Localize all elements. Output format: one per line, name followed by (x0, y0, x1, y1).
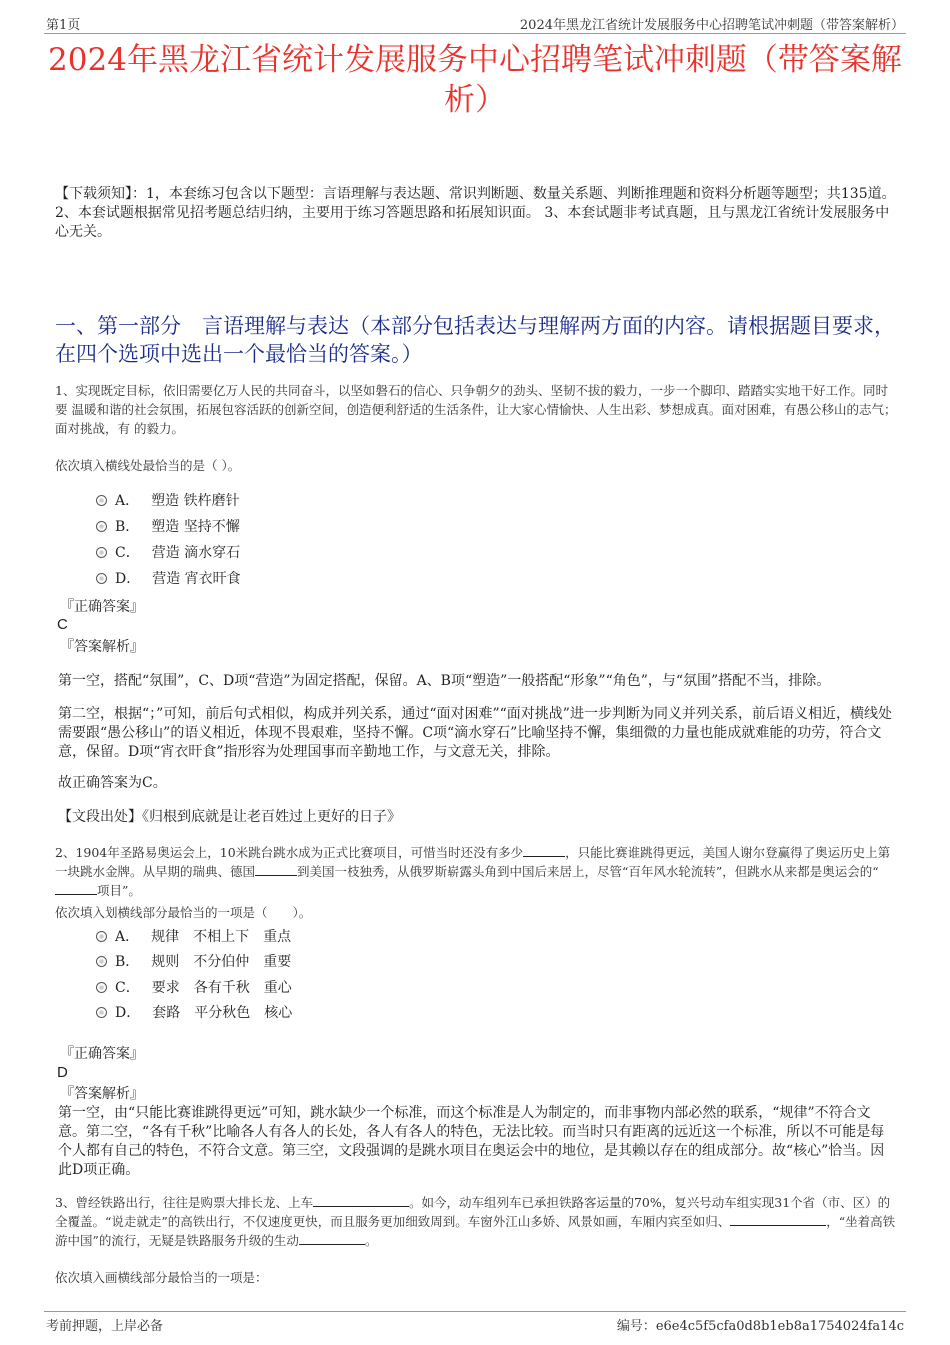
footer-rule (44, 1311, 906, 1312)
q2-option-d[interactable]: D． 套路 平分秋色 核心 (96, 1004, 292, 1022)
title-line-2: 析） (444, 82, 506, 118)
q1-option-c[interactable]: C． 营造 滴水穿石 (96, 544, 240, 562)
q2-blank-3 (55, 894, 97, 895)
q1-source-text: 《归根到底就是让老百姓过上更好的日子》 (142, 809, 401, 825)
q2-blank-2 (255, 875, 297, 876)
q3-blank-2 (730, 1225, 826, 1226)
q2-answer-label: 『正确答案』 (60, 1046, 144, 1062)
q3-blank-1 (313, 1206, 409, 1207)
q2-stem: 2、1904年圣路易奥运会上，10米跳台跳水成为正式比赛项目，可惜当时还没有多少 ，只能比赛谁跳得更远，美国人谢尔登赢得了奥运历史上第一块跳水金牌。从早期的瑞典、德国 到美国一枝独秀，从俄罗斯崭露头角到中国后来居上，尽管“百年风水轮流转”，但跳水从来都是奥运会的“项目”。 (55, 845, 891, 898)
header-doc-title: 2024年黑龙江省统计发展服务中心招聘笔试冲刺题（带答案解析） (519, 18, 904, 33)
q2-blank-1 (523, 856, 565, 857)
radio-icon[interactable] (96, 495, 107, 506)
q1-analysis-p3: 故正确答案为C。 (58, 775, 167, 791)
radio-icon[interactable] (96, 1007, 107, 1018)
q3-stem: 3、曾经铁路出行，往往是购票大排长龙、上车 。如今，动车组列车已承担铁路客运量的70%，复兴号动车组实现31个省（市、区）的全覆盖。“说走就走”的高铁出行，不仅速度更快，而且服务更加细致周到。车窗外江山多娇、风景如画，车厢内宾至如归、 ，“坐着高铁游中国”的流行，无疑是铁路服务升级的生动 。 (55, 1195, 896, 1248)
q1-prompt: 依次填入横线处最恰当的是（ ）。 (55, 458, 241, 473)
footer-doc-id: 编号：e6e4c5f5cfa0d8b1eb8a1754024fa14c (616, 1319, 904, 1334)
radio-icon[interactable] (96, 931, 107, 942)
section-title: 一、第一部分 言语理解与表达（本部分包括表达与理解两方面的内容。请根据题目要求，在四个选项中选出一个最恰当的答案。） (55, 314, 895, 366)
radio-icon[interactable] (96, 956, 107, 967)
page-number: 第1页 (46, 18, 81, 33)
notice-label: 【下载须知】 (55, 186, 132, 202)
title-line-1: 2024年黑龙江省统计发展服务中心招聘笔试冲刺题（带答案解 (48, 42, 902, 78)
q2-option-b[interactable]: B． 规则 不分伯仲 重要 (96, 953, 291, 971)
q1-analysis-label: 『答案解析』 (60, 639, 144, 655)
q2-answer: D (57, 1064, 68, 1081)
notice-text: ：1，本套练习包含以下题型：言语理解与表达题、常识判断题、数量关系题、判断推理题和资料分析题等题型；共135道。 2、本套试题根据常见招考题总结归纳，主要用于练习答题思路和拓展知识面。 3、本套试题非考试真题，且与黑龙江省统计发展服务中心无关。 (55, 186, 896, 240)
q2-option-c[interactable]: C． 要求 各有千秋 重心 (96, 979, 292, 997)
q1-answer-label: 『正确答案』 (60, 599, 144, 615)
radio-icon[interactable] (96, 982, 107, 993)
q1-option-b[interactable]: B． 塑造 坚持不懈 (96, 518, 240, 536)
q1-stem: 1、实现既定目标，依旧需要亿万人民的共同奋斗，以坚如磐石的信心、只争朝夕的劲头、坚韧不拔的毅力，一步一个脚印、踏踏实实地干好工作。同时要 温暖和谐的社会氛围，拓展包容活跃的创新空间，创造便利舒适的生活条件，让大家心情愉快、人生出彩、梦想成真。面对困难，有愚公移山的志气；面对挑战，有 的毅力。 (55, 383, 897, 436)
footer-slogan: 考前押题，上岸必备 (46, 1319, 164, 1334)
document-title (40, 40, 910, 120)
q2-prompt: 依次填入划横线部分最恰当的一项是（ ）。 (55, 905, 312, 920)
q1-analysis-p1: 第一空，搭配“氛围”，C、D项“营造”为固定搭配，保留。A、B项“塑造”一般搭配“形象”“角色”，与“氛围”搭配不当，排除。 (58, 673, 831, 689)
q2-analysis-label: 『答案解析』 (60, 1086, 144, 1102)
q3-prompt: 依次填入画横线部分最恰当的一项是： (55, 1270, 268, 1285)
q1-source (58, 808, 900, 827)
q1-analysis-p2: 第二空，根据“；”可知，前后句式相似，构成并列关系，通过“面对困难”“面对挑战”进一步判断为同义并列关系，前后语义相近，横线处需要跟“愚公移山”的语义相近，体现不畏艰难，坚持不懈。C项“滴水穿石”比喻坚持不懈，集细微的力量也能成就难能的功劳，符合文意，保留。D项“宵衣旰食”指形容为处理国事而辛勤地工作，与文意无关，排除。 (58, 706, 892, 760)
header-rule (44, 33, 906, 34)
radio-icon[interactable] (96, 573, 107, 584)
download-notice (55, 185, 897, 242)
q3-blank-3 (299, 1244, 365, 1245)
q2-analysis: 第一空，由“只能比赛谁跳得更远”可知，跳水缺少一个标准，而这个标准是人为制定的，而非事物内部必然的联系，“规律”不符合文意。第二空，“各有千秋”比喻各人有各人的长处，各人有各人的特色，无法比较。而当时只有距离的远近这一个标准，所以不可能是每个人都有自己的特色，不符合文意。第三空，文段强调的是跳水项目在奥运会中的地位，是其赖以存在的组成部分。故“核心”恰当。因此D项正确。 (58, 1105, 885, 1178)
radio-icon[interactable] (96, 547, 107, 558)
radio-icon[interactable] (96, 521, 107, 532)
q1-source-label: 【文段出处】 (58, 809, 142, 825)
q1-answer: C (57, 616, 68, 633)
q2-option-a[interactable]: A． 规律 不相上下 重点 (96, 928, 291, 946)
q1-option-a[interactable]: A． 塑造 铁杵磨针 (96, 492, 240, 510)
q1-option-d[interactable]: D． 营造 宵衣旰食 (96, 570, 241, 588)
